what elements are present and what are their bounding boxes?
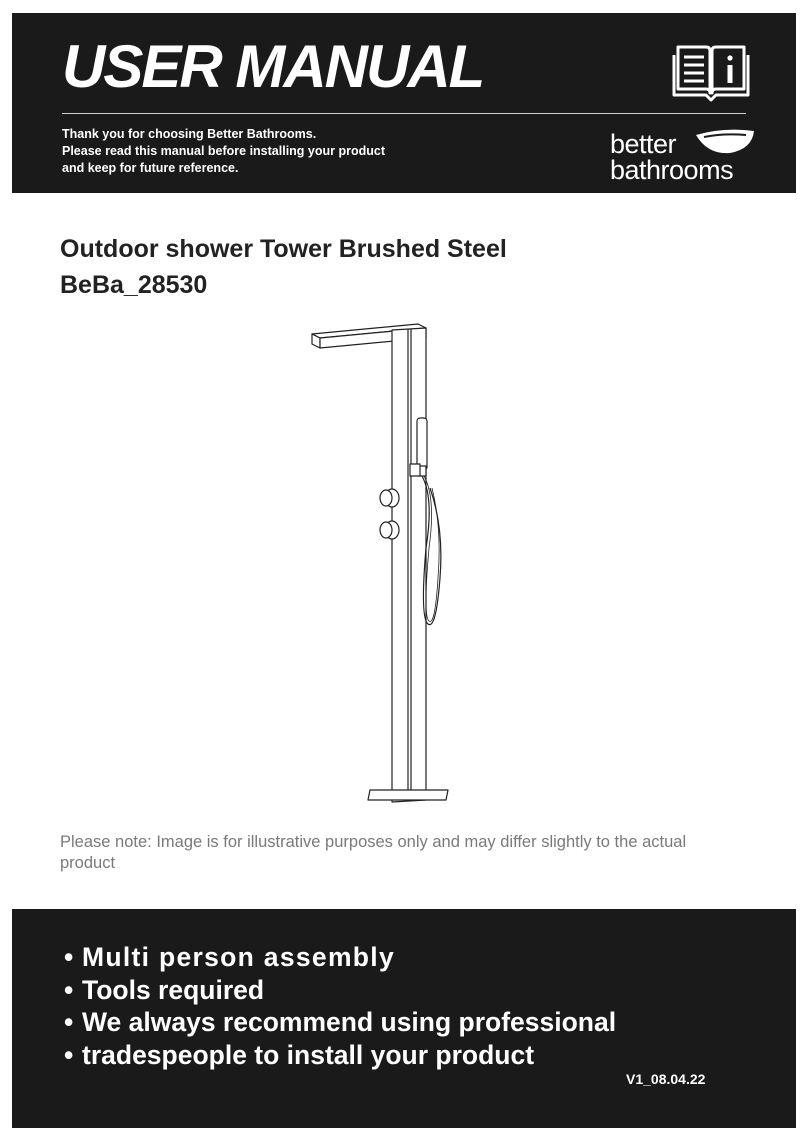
intro-text — [62, 126, 385, 177]
requirements-list — [64, 941, 616, 1071]
brand-logo — [610, 125, 758, 187]
brand-word-bathrooms: bathrooms — [610, 155, 734, 185]
illustration-note: Please note: Image is for illustrative purposes only and may differ slightly to the actual product — [60, 833, 687, 872]
banner-divider — [62, 113, 746, 114]
product-title — [60, 231, 507, 303]
manual-title: USER MANUAL — [62, 33, 484, 100]
intro-line: and keep for future reference. — [62, 161, 239, 175]
list-item: • Multi person assembly — [64, 942, 395, 972]
brand-word-better: better — [610, 129, 677, 159]
version-label: V1_08.04.22 — [626, 1071, 706, 1087]
list-item: • Tools required — [64, 974, 265, 1005]
intro-line: Please read this manual before installing your product — [62, 144, 385, 158]
basin-icon — [694, 127, 756, 157]
footer-banner — [12, 909, 796, 1128]
list-item: • We always recommend using professional — [64, 1007, 617, 1037]
shower-tower-illustration — [300, 318, 460, 808]
book-info-icon — [672, 43, 750, 103]
list-item: • tradespeople to install your product — [64, 1039, 535, 1070]
product-name: Outdoor shower Tower Brushed Steel — [60, 235, 507, 263]
header-banner — [12, 13, 796, 193]
intro-line: Thank you for choosing Better Bathrooms. — [62, 127, 317, 141]
product-code: BeBa_28530 — [60, 271, 208, 299]
